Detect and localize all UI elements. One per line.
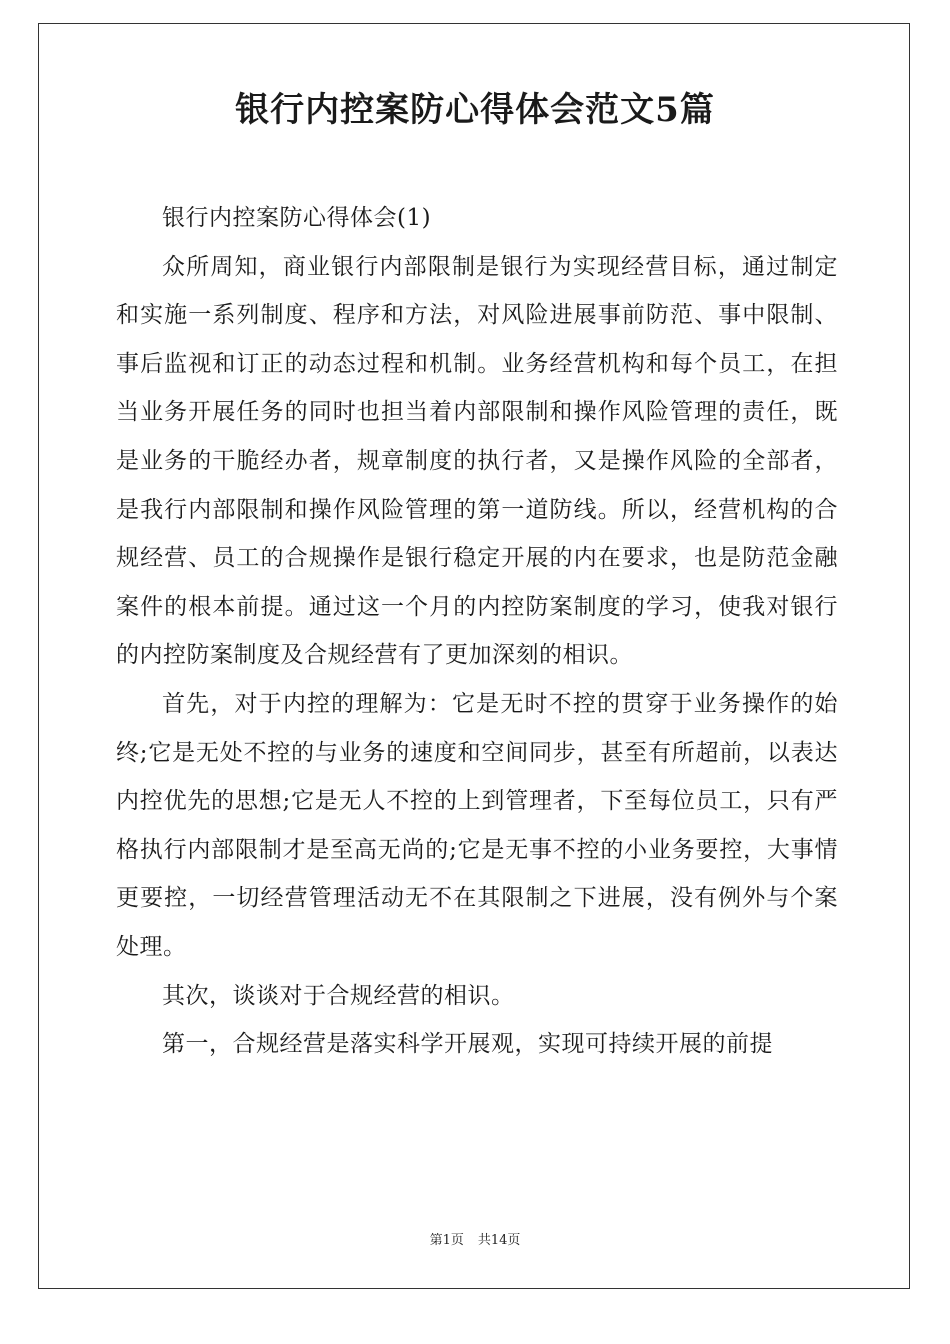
total-pages: 共14页 (477, 1233, 521, 1248)
paragraph: 第一，合规经营是落实科学开展观，实现可持续开展的前提 (162, 1031, 773, 1058)
document-body (116, 194, 838, 1069)
document-title: 银行内控案防心得体会范文5篇 (235, 90, 715, 130)
paragraph: 其次，谈谈对于合规经营的相识。 (162, 982, 515, 1009)
section-heading: 银行内控案防心得体会(1) (162, 205, 432, 231)
paragraph: 首先，对于内控的理解为：它是无时不控的贯穿于业务操作的始终;它是无处不控的与业务的速度和空间同步，甚至有所超前，以表达内控优先的思想;它是无人不控的上到管理者，下至每位员工，只有严格执行内部限制才是至高无尚的;它是无事不控的小业务要控，大事情更要控，一切经营管理活动无不在其限制之下进展，没有例外与个案处理。 (116, 690, 838, 960)
page-number: 第1页 (429, 1233, 464, 1248)
paragraph: 众所周知，商业银行内部限制是银行为实现经营目标，通过制定和实施一系列制度、程序和方法，对风险进展事前防范、事中限制、事后监视和订正的动态过程和机制。业务经营机构和每个员工，在担当业务开展任务的同时也担当着内部限制和操作风险管理的责任，既是业务的干脆经办者，规章制度的执行者，又是操作风险的全部者，是我行内部限制和操作风险管理的第一道防线。所以，经营机构的合规经营、员工的合规操作是银行稳定开展的内在要求，也是防范金融案件的根本前提。通过这一个月的内控防案制度的学习，使我对银行的内控防案制度及合规经营有了更加深刻的相识。 (116, 253, 838, 669)
page-footer (0, 1232, 950, 1250)
